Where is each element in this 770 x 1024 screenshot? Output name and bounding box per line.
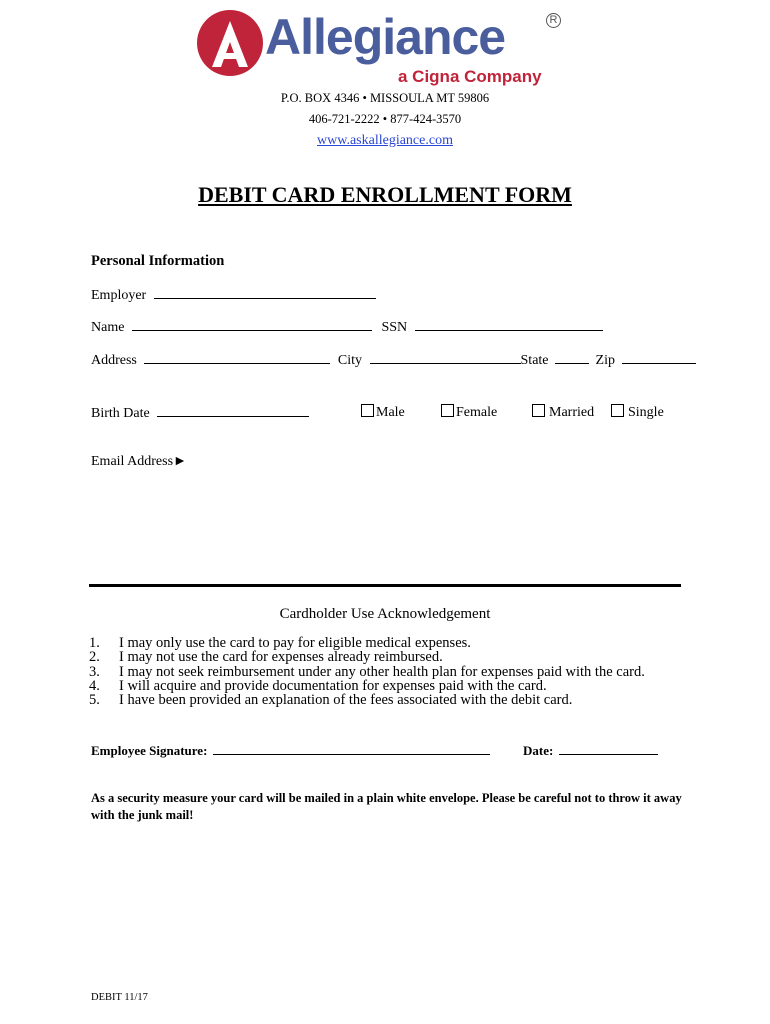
name-row <box>91 318 603 337</box>
form-code: DEBIT 11/17 <box>91 992 148 1003</box>
section-divider <box>89 584 681 587</box>
email-label: Email Address► <box>91 454 187 469</box>
name-field[interactable] <box>132 318 372 331</box>
single-checkbox[interactable] <box>611 404 624 417</box>
list-item-number: 4. <box>89 677 100 694</box>
list-item-text: I may not use the card for expenses already reimbursed. <box>119 649 443 666</box>
employer-field[interactable] <box>154 286 376 299</box>
male-checkbox[interactable] <box>361 404 374 417</box>
birth-date-label: Birth Date <box>91 406 150 421</box>
website-link[interactable]: www.askallegiance.com <box>317 133 453 148</box>
list-item-number: 1. <box>89 635 100 651</box>
ssn-field[interactable] <box>415 318 603 331</box>
registered-mark: R <box>546 13 561 28</box>
zip-label: Zip <box>595 353 615 368</box>
form-title: DEBIT CARD ENROLLMENT FORM <box>198 182 572 207</box>
signature-label: Employee Signature: <box>91 743 208 758</box>
brand-name: Allegiance <box>265 9 506 65</box>
date-field[interactable] <box>559 742 658 755</box>
list-item-text: I may not seek reimbursement under any other health plan for expenses paid with the card. <box>119 663 645 680</box>
address-label: Address <box>91 353 137 368</box>
list-item-number: 5. <box>89 692 100 709</box>
list-item-text: I will acquire and provide documentation for expenses paid with the card. <box>119 677 547 694</box>
phone-numbers: 406-721-2222 • 877-424-3570 <box>308 112 462 126</box>
list-item-number: 3. <box>89 663 100 680</box>
brand-tagline: a Cigna Company <box>398 67 542 86</box>
zip-field[interactable] <box>622 351 696 364</box>
employer-label: Employer <box>91 288 147 303</box>
female-label: Female <box>456 405 498 420</box>
city-field[interactable] <box>370 351 521 364</box>
married-checkbox[interactable] <box>532 404 545 417</box>
marital-married-option[interactable] <box>532 404 594 422</box>
website-link-container <box>0 131 770 151</box>
address-field[interactable] <box>144 351 330 364</box>
ssn-label: SSN <box>381 320 408 335</box>
female-checkbox[interactable] <box>441 404 454 417</box>
birth-date-row <box>91 404 309 423</box>
single-label: Single <box>628 405 664 420</box>
birth-date-field[interactable] <box>157 404 309 417</box>
city-label: City <box>337 353 363 368</box>
date-row <box>523 742 658 760</box>
name-label: Name <box>91 320 125 335</box>
signature-field[interactable] <box>213 742 490 755</box>
mailing-address: P.O. BOX 4346 • MISSOULA MT 59806 <box>280 91 490 105</box>
signature-row <box>91 742 490 760</box>
employer-row <box>91 286 376 305</box>
address-row <box>91 351 696 370</box>
gender-female-option[interactable] <box>441 404 497 422</box>
security-note: As a security measure your card will be mailed in a plain white envelope. Please be careful not to throw it away with the junk mail! <box>91 791 682 822</box>
acknowledgement-heading: Cardholder Use Acknowledgement <box>279 606 491 622</box>
marital-single-option[interactable] <box>611 404 664 422</box>
married-label: Married <box>549 405 595 420</box>
allegiance-logo-icon <box>196 9 264 77</box>
state-field[interactable] <box>555 351 589 364</box>
list-item-text: I have been provided an explanation of the fees associated with the debit card. <box>119 692 573 709</box>
state-label: State <box>520 353 549 368</box>
list-item-text: I may only use the card to pay for eligible medical expenses. <box>119 635 471 651</box>
male-label: Male <box>376 405 405 420</box>
gender-male-option[interactable] <box>361 404 405 422</box>
list-item-number: 2. <box>89 649 100 666</box>
date-label: Date: <box>523 743 554 758</box>
personal-info-heading: Personal Information <box>91 253 225 269</box>
